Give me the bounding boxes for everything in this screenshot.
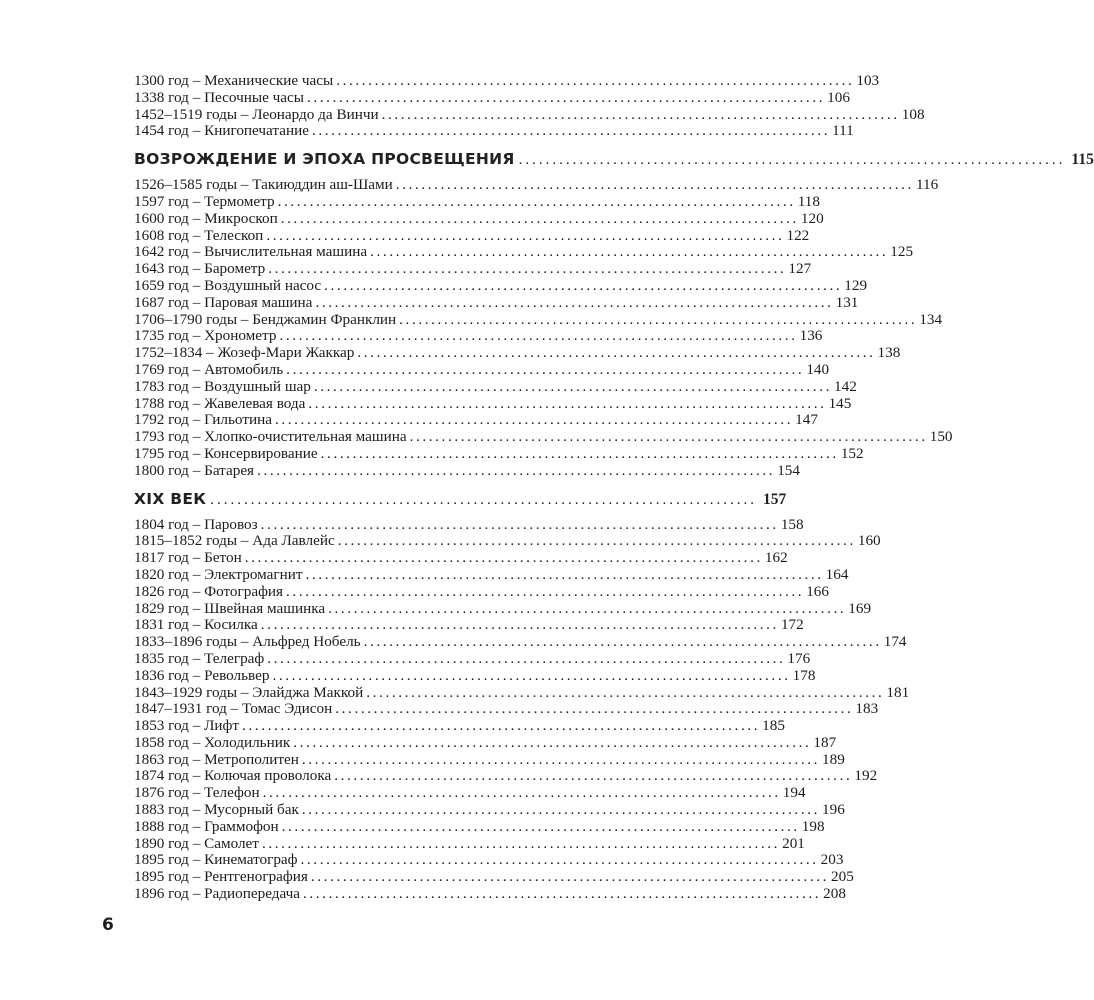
entry-page-number: 187 — [813, 733, 837, 751]
toc-entry — [134, 428, 953, 446]
entry-title: 1829 год – Швейная машинка — [134, 599, 326, 617]
entry-title: 1795 год – Консервирование — [134, 444, 318, 462]
entry-page-number: 106 — [827, 88, 850, 106]
section-page-number: 115 — [1071, 151, 1094, 169]
entry-page-number: 158 — [780, 515, 804, 533]
entry-page-number: 174 — [883, 633, 907, 651]
toc-entry — [134, 192, 820, 211]
entry-page-number: 154 — [777, 461, 800, 479]
dot-leader: ................................................................................. — [272, 666, 791, 684]
entry-title: 1831 год – Косилка — [134, 616, 258, 634]
dot-leader: ................................................................................. — [302, 885, 822, 903]
entry-title: 1895 год – Кинематограф — [134, 851, 298, 869]
toc-entry — [134, 582, 829, 601]
entry-page-number: 125 — [890, 243, 914, 261]
entry-title: 1788 год – Жавелевая вода — [134, 394, 306, 412]
entry-title: 1454 год – Книгопечатание — [134, 122, 309, 140]
dot-leader: ................................................................................. — [381, 105, 900, 123]
dot-leader: ................................................................................. — [395, 176, 914, 194]
dot-leader: ................................................................................. — [267, 649, 786, 667]
entry-page-number: 150 — [929, 428, 953, 446]
toc-entry — [134, 176, 939, 194]
dot-leader: ................................................................................. — [244, 549, 763, 567]
entry-page-number: 120 — [800, 209, 824, 227]
toc-entry — [134, 599, 872, 618]
entry-title: 1338 год – Песочные часы — [134, 88, 304, 106]
dot-leader: ................................................................................. — [300, 851, 819, 869]
dot-leader: ................................................................................. — [363, 633, 882, 651]
dot-leader: ................................................................................. — [301, 750, 821, 768]
table-of-contents — [134, 72, 1094, 903]
entry-page-number: 203 — [820, 851, 844, 869]
entry-page-number: 181 — [886, 683, 910, 701]
dot-leader: ................................................................................. — [306, 88, 826, 106]
dot-leader: ................................................................................. — [262, 784, 781, 802]
toc-entry — [134, 750, 845, 769]
toc-entry — [134, 360, 830, 379]
section-heading — [134, 148, 1094, 170]
entry-page-number: 160 — [857, 532, 881, 550]
entry-page-number: 111 — [832, 122, 854, 140]
entry-page-number: 201 — [782, 834, 805, 852]
entry-title: 1835 год – Телеграф — [134, 649, 265, 667]
toc-entry — [134, 616, 804, 634]
toc-entry — [134, 532, 881, 550]
entry-title: 1836 год – Револьвер — [134, 666, 270, 684]
dot-leader: ................................................................................. — [268, 260, 787, 278]
entry-title: 1452–1519 годы – Леонардо да Винчи — [134, 105, 379, 123]
dot-leader: ................................................................................. — [308, 394, 827, 412]
entry-title: 1896 год – Радиопередача — [134, 885, 300, 903]
dot-leader: ................................................................................. — [260, 515, 779, 533]
entry-title: 1735 год – Хронометр — [134, 327, 277, 345]
dot-leader: ................................................................................. — [336, 72, 855, 89]
entry-title: 1687 год – Паровая машина — [134, 293, 313, 311]
dot-leader: ................................................................................. — [279, 327, 798, 345]
toc-entry — [134, 310, 943, 329]
dot-leader: ................................................................................. — [518, 152, 1066, 169]
entry-page-number: 131 — [835, 293, 859, 311]
toc-entry — [134, 885, 846, 903]
entry-page-number: 116 — [915, 176, 939, 194]
toc-entry — [134, 327, 823, 345]
dot-leader: ................................................................................. — [261, 834, 781, 852]
toc-entry — [134, 717, 785, 735]
entry-title: 1853 год – Лифт — [134, 717, 239, 735]
dot-leader: ................................................................................. — [286, 582, 805, 600]
dot-leader: ................................................................................. — [277, 192, 796, 210]
entry-title: 1752–1834 – Жозеф-Мари Жаккар — [134, 344, 355, 362]
entry-title: 1863 год – Метрополитен — [134, 750, 299, 768]
entry-page-number: 129 — [844, 276, 868, 294]
toc-entry — [134, 461, 800, 480]
toc-entry — [134, 293, 859, 312]
entry-title: 1817 год – Бетон — [134, 549, 242, 567]
entry-title: 1890 год – Самолет — [134, 834, 259, 852]
entry-page-number: 108 — [901, 105, 925, 123]
dot-leader: ................................................................................. — [409, 428, 928, 446]
toc-entry — [134, 649, 811, 668]
entry-title: 1804 год – Паровоз — [134, 515, 258, 533]
dot-leader: ................................................................................. — [366, 683, 885, 701]
entry-page-number: 169 — [848, 599, 872, 617]
toc-entry — [134, 122, 854, 140]
entry-title: 1815–1852 годы – Ада Лавлейс — [134, 532, 335, 550]
toc-entry — [134, 851, 844, 869]
dot-leader: ................................................................................. — [280, 209, 799, 227]
dot-leader: ................................................................................. — [311, 122, 831, 140]
toc-entry — [134, 105, 925, 124]
dot-leader: ................................................................................. — [334, 767, 853, 785]
entry-title: 1783 год – Воздушный шар — [134, 377, 311, 395]
toc-entry — [134, 72, 880, 90]
entry-page-number: 189 — [822, 750, 845, 768]
entry-page-number: 136 — [799, 327, 823, 345]
toc-entry — [134, 767, 878, 785]
entry-page-number: 118 — [797, 192, 820, 210]
dot-leader: ................................................................................. — [210, 491, 757, 508]
dot-leader: ................................................................................. — [399, 310, 918, 328]
toc-entry — [134, 801, 845, 819]
section-title: ВОЗРОЖДЕНИЕ И ЭПОХА ПРОСВЕЩЕНИЯ — [134, 150, 515, 169]
entry-title: 1895 год – Рентгенография — [134, 868, 308, 886]
dot-leader: ................................................................................. — [286, 360, 805, 378]
toc-entry — [134, 633, 907, 651]
dot-leader: ................................................................................. — [337, 532, 856, 550]
toc-entry — [134, 444, 864, 463]
toc-entry — [134, 733, 837, 752]
entry-page-number: 178 — [792, 666, 816, 684]
section-title: XIX ВЕК — [134, 489, 207, 508]
entry-title: 1643 год – Барометр — [134, 260, 266, 278]
entry-page-number: 172 — [780, 616, 804, 634]
dot-leader: ................................................................................. — [260, 616, 779, 634]
entry-title: 1820 год – Электромагнит — [134, 565, 303, 583]
entry-page-number: 176 — [787, 649, 811, 667]
entry-page-number: 140 — [806, 360, 830, 378]
toc-entry — [134, 666, 816, 685]
entry-title: 1843–1929 годы – Элайджа Маккой — [134, 683, 364, 701]
dot-leader: ................................................................................. — [328, 599, 847, 617]
toc-entry — [134, 276, 868, 295]
dot-leader: ................................................................................. — [324, 276, 843, 294]
entry-title: 1597 год – Термометр — [134, 192, 275, 210]
toc-entry — [134, 784, 806, 802]
entry-title: 1847–1931 год – Томас Эдисон — [134, 700, 333, 718]
dot-leader: ................................................................................. — [242, 717, 761, 735]
entry-title: 1858 год – Холодильник — [134, 733, 291, 751]
toc-entry — [134, 260, 812, 278]
entry-page-number: 185 — [762, 717, 785, 735]
dot-leader: ................................................................................. — [266, 226, 785, 244]
entry-page-number: 134 — [919, 310, 943, 328]
entry-page-number: 127 — [788, 260, 812, 278]
dot-leader: ................................................................................. — [281, 817, 800, 835]
dot-leader: ................................................................................. — [370, 243, 889, 261]
dot-leader: ................................................................................. — [293, 733, 812, 751]
entry-page-number: 194 — [782, 784, 806, 802]
toc-entry — [134, 411, 818, 429]
entry-page-number: 166 — [806, 582, 829, 600]
entry-title: 1874 год – Колючая проволока — [134, 767, 332, 785]
entry-page-number: 152 — [840, 444, 864, 462]
toc-entry — [134, 700, 879, 718]
dot-leader: ................................................................................. — [320, 444, 839, 462]
toc-entry — [134, 226, 810, 245]
toc-entry — [134, 243, 914, 261]
entry-page-number: 164 — [825, 565, 849, 583]
dot-leader: ................................................................................. — [315, 293, 834, 311]
dot-leader: ................................................................................. — [301, 801, 821, 819]
entry-page-number: 192 — [854, 767, 878, 785]
entry-page-number: 103 — [856, 72, 880, 89]
entry-title: 1792 год – Гильотина — [134, 411, 272, 429]
entry-page-number: 122 — [786, 226, 810, 244]
entry-title: 1883 год – Мусорный бак — [134, 801, 299, 819]
dot-leader: ................................................................................. — [357, 344, 876, 362]
page-number: 6 — [102, 915, 114, 935]
dot-leader: ................................................................................. — [257, 461, 776, 479]
entry-page-number: 145 — [828, 394, 852, 412]
entry-title: 1888 год – Граммофон — [134, 817, 279, 835]
entry-page-number: 142 — [834, 377, 857, 395]
entry-page-number: 138 — [877, 344, 901, 362]
dot-leader: ................................................................................. — [335, 700, 854, 718]
toc-entry — [134, 565, 849, 584]
dot-leader: ................................................................................. — [310, 868, 830, 886]
entry-title: 1642 год – Вычислительная машина — [134, 243, 368, 261]
dot-leader: ................................................................................. — [313, 377, 832, 395]
entry-title: 1526–1585 годы – Такиюддин аш-Шами — [134, 176, 393, 194]
toc-entry — [134, 377, 857, 396]
entry-page-number: 183 — [855, 700, 879, 718]
entry-title: 1833–1896 годы – Альфред Нобель — [134, 633, 361, 651]
toc-entry — [134, 88, 850, 107]
dot-leader: ................................................................................. — [274, 411, 794, 429]
entry-title: 1876 год – Телефон — [134, 784, 260, 802]
entry-title: 1826 год – Фотография — [134, 582, 284, 600]
toc-entry — [134, 683, 910, 702]
entry-title: 1769 год – Автомобиль — [134, 360, 284, 378]
section-page-number: 157 — [763, 490, 787, 508]
section-heading — [134, 488, 787, 510]
dot-leader: ................................................................................. — [305, 565, 824, 583]
entry-title: 1793 год – Хлопко-очистительная машина — [134, 428, 407, 446]
entry-page-number: 147 — [795, 411, 818, 429]
entry-page-number: 196 — [822, 801, 845, 819]
toc-entry — [134, 868, 854, 886]
entry-page-number: 208 — [823, 885, 846, 903]
toc-entry — [134, 209, 824, 228]
toc-entry — [134, 344, 901, 362]
entry-title: 1800 год – Батарея — [134, 461, 255, 479]
entry-title: 1659 год – Воздушный насос — [134, 276, 322, 294]
toc-entry — [134, 817, 825, 836]
toc-entry — [134, 394, 852, 413]
entry-title: 1600 год – Микроскоп — [134, 209, 278, 227]
entry-page-number: 162 — [764, 549, 788, 567]
entry-page-number: 205 — [831, 868, 854, 886]
toc-entry — [134, 515, 804, 534]
entry-page-number: 198 — [801, 817, 825, 835]
entry-title: 1300 год – Механические часы — [134, 72, 334, 89]
entry-title: 1706–1790 годы – Бенджамин Франклин — [134, 310, 397, 328]
entry-title: 1608 год – Телескоп — [134, 226, 264, 244]
toc-entry — [134, 834, 805, 853]
toc-entry — [134, 549, 788, 567]
